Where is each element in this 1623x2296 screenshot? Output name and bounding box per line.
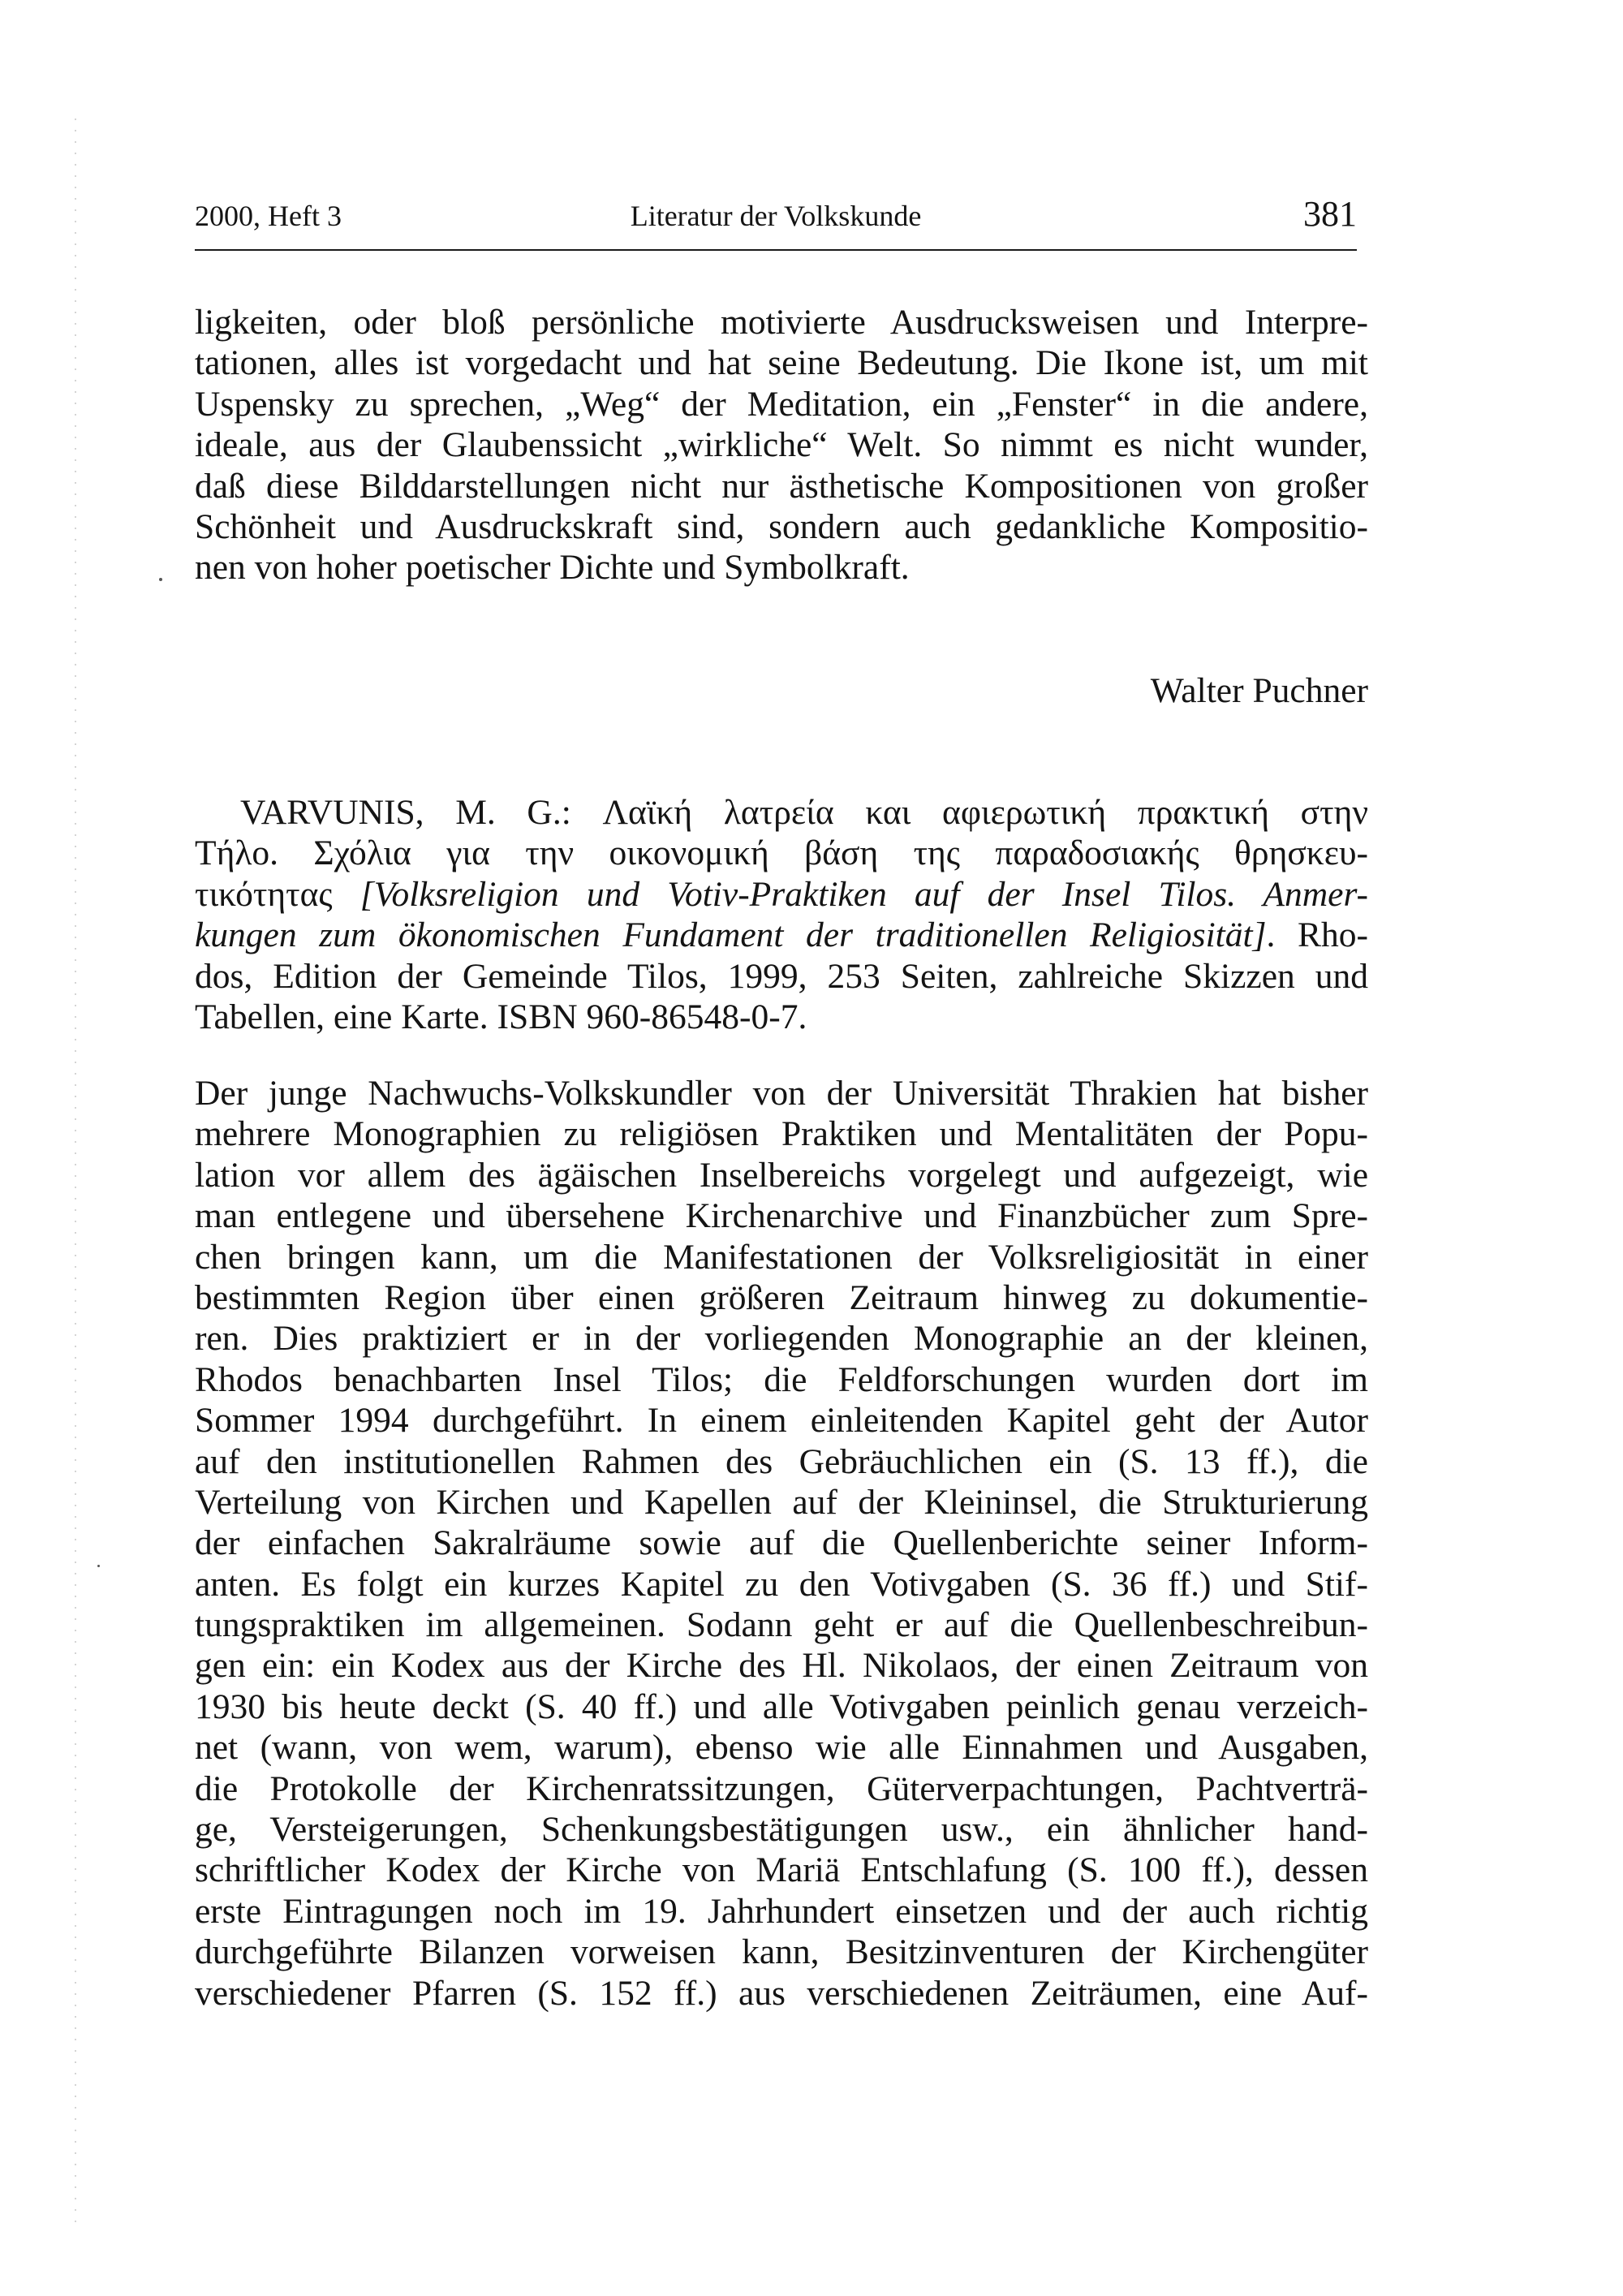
text-line: Uspensky zu sprechen, „Weg“ der Meditation, ein „Fenster“ in die andere,	[195, 384, 1368, 424]
text-line: bestimmten Region über einen größeren Zeitraum hinweg zu dokumentie-	[195, 1277, 1368, 1317]
text-line: verschiedener Pfarren (S. 152 ff.) aus verschiedenen Zeiträumen, eine Auf-	[195, 1973, 1368, 2013]
text-line: man entlegene und übersehene Kirchenarchive und Finanzbücher zum Spre-	[195, 1196, 1368, 1236]
text-line: Der junge Nachwuchs-Volkskundler von der Universität Thrakien hat bisher	[195, 1074, 1368, 1113]
text-line: ligkeiten, oder bloß persönliche motivierte Ausdrucksweisen und Interpre-	[195, 303, 1368, 342]
text-line: die Protokolle der Kirchenratssitzungen, Güterverpachtungen, Pachtverträ-	[195, 1768, 1368, 1808]
citation-german-title: kungen zum ökonomischen Fundament der traditionellen Religiosität]	[195, 915, 1267, 955]
scan-margin-artifact	[75, 114, 76, 2224]
citation-line	[195, 833, 1368, 873]
text-line: lation vor allem des ägäischen Inselbereichs vorgelegt und aufgezeigt, wie	[195, 1155, 1368, 1195]
text-line: nen von hoher poetischer Dichte und Symbolkraft.	[195, 548, 910, 588]
text-line: Verteilung von Kirchen und Kapellen auf der Kleininsel, die Strukturierung	[195, 1482, 1368, 1522]
header-issue: 2000, Heft 3	[195, 200, 342, 232]
text-line: gen ein: ein Kodex aus der Kirche des Hl. Nikolaos, der einen Zeitraum von	[195, 1646, 1368, 1686]
text-line: ideale, aus der Glaubenssicht „wirkliche“ Welt. So nimmt es nicht wunder,	[195, 425, 1368, 465]
text-line: ge, Versteigerungen, Schenkungsbestätigungen usw., ein ähnlicher hand-	[195, 1810, 1368, 1850]
scan-speck	[97, 1565, 100, 1567]
header-section-title: Literatur der Volkskunde	[630, 200, 922, 232]
citation-text: . Rho-	[1266, 915, 1368, 955]
citation-line	[195, 956, 1368, 997]
header-rule	[195, 249, 1357, 251]
text-line: der einfachen Sakralräume sowie auf die Quellenberichte seiner Inform-	[195, 1523, 1368, 1563]
citation-text: VARVUNIS, M. G.: Λαϊκή λατρεία και αφιερωτική πρακτική στην	[240, 793, 1368, 832]
review-paragraph-continued	[195, 302, 1368, 588]
text-line: erste Eintragungen noch im 19. Jahrhundert einsetzen und der auch richtig	[195, 1891, 1368, 1931]
text-line: Rhodos benachbarten Insel Tilos; die Feldforschungen wurden dort im	[195, 1359, 1368, 1399]
text-line: mehrere Monographien zu religiösen Praktiken und Mentalitäten der Popu-	[195, 1114, 1368, 1154]
reviewer-signature: Walter Puchner	[1150, 671, 1368, 710]
text-line: tungspraktiken im allgemeinen. Sodann geht er auf die Quellenbeschreibun-	[195, 1605, 1368, 1645]
citation-text: Τήλο. Σχόλια για την οικονομική βάση της παραδοσιακής θρησκευ-	[195, 834, 1368, 873]
running-header	[195, 192, 1357, 240]
citation-text: τικότητας	[195, 874, 360, 914]
text-line: auf den institutionellen Rahmen des Gebräuchlichen ein (S. 13 ff.), die	[195, 1441, 1368, 1481]
citation-line	[195, 874, 1368, 915]
citation-line	[195, 997, 1368, 1037]
text-line: net (wann, von wem, warum), ebenso wie alle Einnahmen und Ausgaben,	[195, 1728, 1368, 1768]
text-line: durchgeführte Bilanzen vorweisen kann, Besitzinventuren der Kirchengüter	[195, 1932, 1368, 1972]
citation-line	[195, 792, 1368, 833]
text-line: chen bringen kann, um die Manifestationen der Volksreligiosität in einer	[195, 1237, 1368, 1277]
text-line: anten. Es folgt ein kurzes Kapitel zu den Votivgaben (S. 36 ff.) und Stif-	[195, 1564, 1368, 1604]
book-citation	[195, 792, 1368, 1037]
citation-text: dos, Edition der Gemeinde Tilos, 1999, 253 Seiten, zahlreiche Skizzen und	[195, 956, 1368, 996]
text-line: daß diese Bilddarstellungen nicht nur ästhetische Kompositionen von großer	[195, 466, 1368, 506]
page-number: 381	[1303, 194, 1357, 234]
citation-german-title: [Volksreligion und Votiv-Praktiken auf der Insel Tilos. Anmer-	[359, 874, 1368, 914]
citation-line	[195, 915, 1368, 955]
review-body-paragraph	[195, 1073, 1368, 2014]
text-line: tationen, alles ist vorgedacht und hat seine Bedeutung. Die Ikone ist, um mit	[195, 343, 1368, 383]
text-line: ren. Dies praktiziert er in der vorliegenden Monographie an der kleinen,	[195, 1319, 1368, 1359]
text-line: 1930 bis heute deckt (S. 40 ff.) und alle Votivgaben peinlich genau verzeich-	[195, 1686, 1368, 1726]
text-line: Schönheit und Ausdruckskraft sind, sondern auch gedankliche Kompositio-	[195, 506, 1368, 546]
citation-text: Tabellen, eine Karte. ISBN 960-86548-0-7.	[195, 997, 807, 1036]
text-line: schriftlicher Kodex der Kirche von Mariä Entschlafung (S. 100 ff.), dessen	[195, 1850, 1368, 1890]
scan-speck	[159, 578, 162, 581]
text-line: Sommer 1994 durchgeführt. In einem einleitenden Kapitel geht der Autor	[195, 1401, 1368, 1441]
